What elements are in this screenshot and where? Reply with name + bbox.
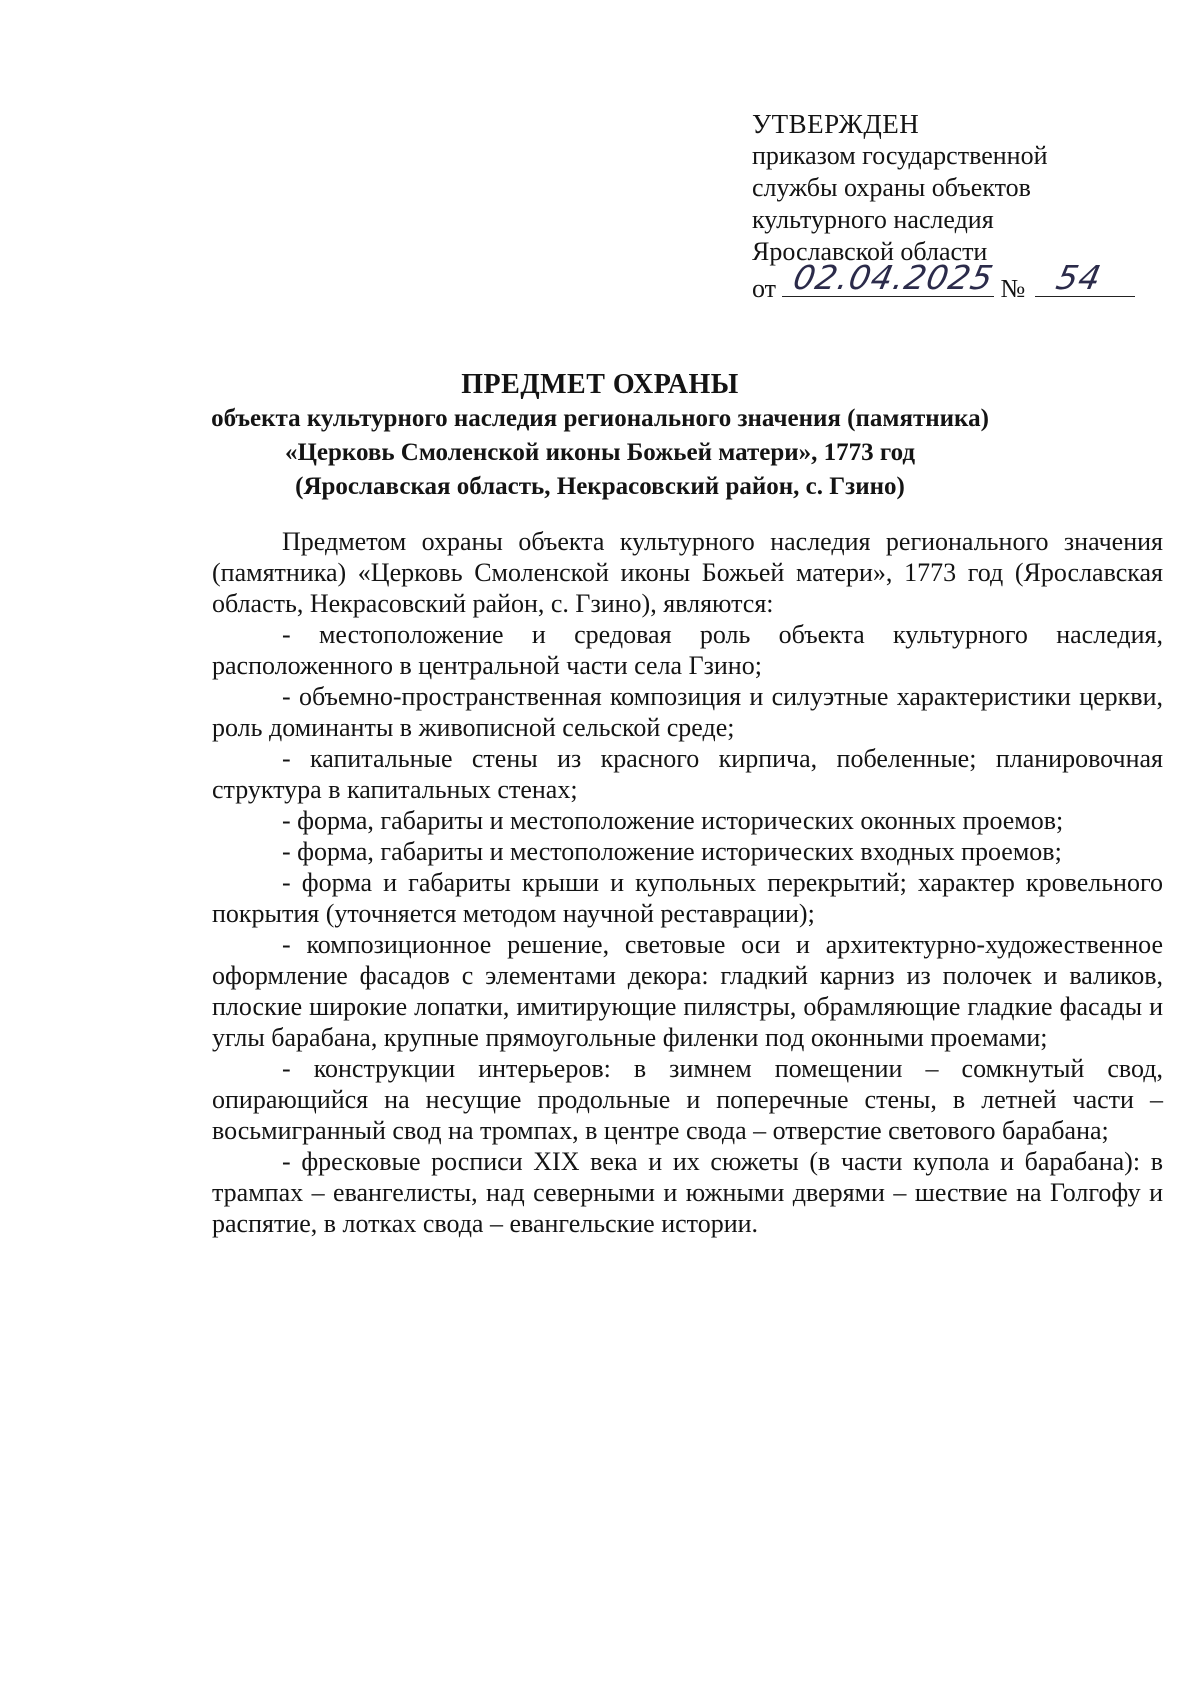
date-prefix: от <box>752 274 777 303</box>
protection-item: - форма и габариты крыши и купольных перекрытий; характер кровельного покрытия (уточняется методом научной реставрации); <box>212 868 1163 928</box>
intro-paragraph: Предметом охраны объекта культурного наследия регионального значения (памятника) «Церковь Смоленской иконы Божьей матери», 1773 год (Ярославская область, Некрасовский район, с. Гзино), являются: <box>212 527 1163 618</box>
approval-line: культурного наследия <box>752 205 994 234</box>
handwritten-number: 54 <box>1053 258 1106 297</box>
document-title: ПРЕДМЕТ ОХРАНЫ <box>461 369 739 400</box>
protection-item: - фресковые росписи XIX века и их сюжеты (в части купола и барабана): в трампах – евангелисты, над северными и южными дверями – шествие на Голгофу и распятие, в лотках свода – евангельские истории. <box>212 1147 1163 1238</box>
title-subline: «Церковь Смоленской иконы Божьей матери», 1773 год <box>284 439 916 466</box>
protection-item: - конструкции интерьеров: в зимнем помещении – сомкнутый свод, опирающийся на несущие продольные и поперечные стены, в летней части – восьмигранный свод на тромпах, в центре свода – отверстие светового барабана; <box>212 1054 1163 1145</box>
title-subline: (Ярославская область, Некрасовский район, с. Гзино) <box>295 473 905 500</box>
handwritten-date: 02.04.2025 <box>789 258 998 297</box>
date-field <box>782 258 998 297</box>
protection-item: - объемно-пространственная композиция и силуэтные характеристики церкви, роль доминанты в живописной сельской среде; <box>212 682 1163 742</box>
protection-item: - форма, габариты и местоположение исторических входных проемов; <box>282 837 1062 866</box>
protection-item: - местоположение и средовая роль объекта культурного наследия, расположенного в центральной части села Гзино; <box>212 620 1163 680</box>
protection-item: - композиционное решение, световые оси и архитектурно-художественное оформление фасадов с элементами декора: гладкий карниз из полочек и валиков, плоские широкие лопатки, имитирующие пилястры, обрамляющие гладкие фасады и углы барабана, крупные прямоугольные филенки под оконными проемами; <box>212 930 1163 1052</box>
document-title-block <box>0 368 1200 504</box>
number-field <box>1035 258 1135 297</box>
number-prefix: № <box>1000 274 1026 303</box>
approval-heading: УТВЕРЖДЕН <box>752 109 920 139</box>
approval-line: службы охраны объектов <box>752 173 1031 202</box>
approval-line: Ярославской области <box>752 237 988 266</box>
approval-line: приказом государственной <box>752 141 1048 170</box>
protection-item: - капитальные стены из красного кирпича, побеленные; планировочная структура в капитальных стенах; <box>212 744 1163 804</box>
protection-item: - форма, габариты и местоположение исторических оконных проемов; <box>282 806 1064 835</box>
title-subline: объекта культурного наследия регионального значения (памятника) <box>211 405 989 432</box>
order-date-number-row <box>752 258 1152 305</box>
approval-stamp-block <box>752 108 1152 305</box>
document-body <box>212 526 1163 1239</box>
